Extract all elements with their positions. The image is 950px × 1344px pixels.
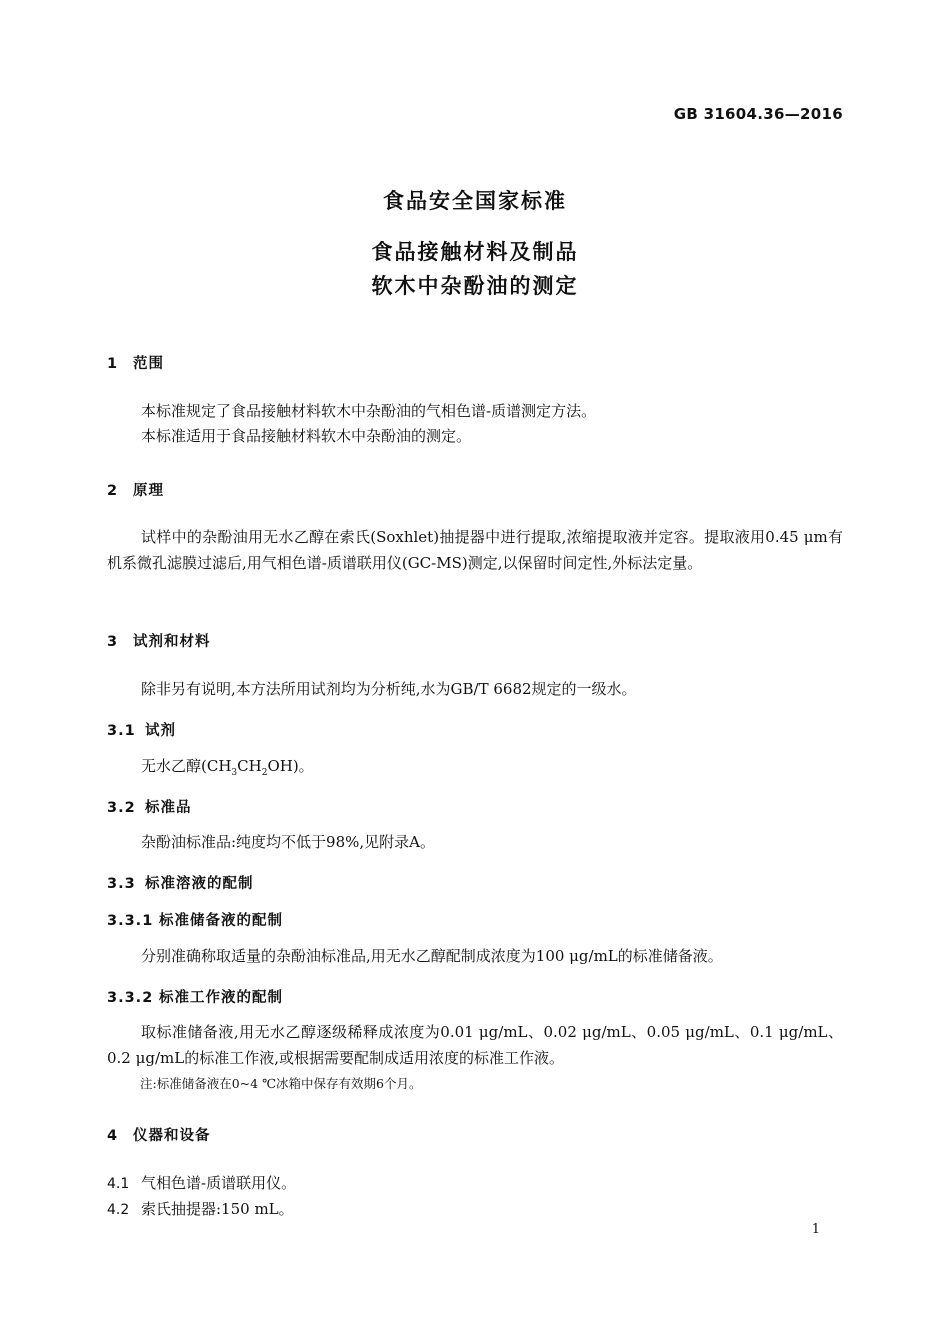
list-item: [107, 1198, 294, 1219]
item-text: 气相色谱-质谱联用仪。: [141, 1174, 297, 1192]
section-1-paragraph-2: 本标准适用于食品接触材料软木中杂酚油的测定。: [141, 427, 472, 445]
section-number: 3.3: [107, 876, 136, 892]
section-3-3-1-paragraph: 分别准确称取适量的杂酚油标准品,用无水乙醇配制成浓度为100 μg/mL的标准储备液。: [141, 947, 723, 965]
section-1-paragraph-1: 本标准规定了食品接触材料软木中杂酚油的气相色谱-质谱测定方法。: [141, 402, 597, 420]
section-4-heading: [107, 1124, 211, 1145]
section-3-3-1-heading: [107, 909, 283, 930]
section-3-2-heading: [107, 796, 192, 817]
section-number: 3.1: [107, 723, 136, 739]
section-title: 原理: [133, 483, 164, 499]
section-2-heading: [107, 479, 164, 500]
document-title-line2: 软木中杂酚油的测定: [371, 274, 579, 298]
section-3-paragraph: 除非另有说明,本方法所用试剂均为分析纯,水为GB/T 6682规定的一级水。: [141, 680, 637, 698]
section-2-paragraph: 试样中的杂酚油用无水乙醇在索氏(Soxhlet)抽提器中进行提取,浓缩提取液并定容。提取液用0.45 μm有机系微孔滤膜过滤后,用气相色谱-质谱联用仪(GC-MS)测定,以保留时间定性,外标法定量。: [107, 528, 843, 572]
item-number: 4.2: [107, 1202, 130, 1218]
section-title: 试剂: [145, 723, 176, 739]
section-3-3-2-heading: [107, 986, 283, 1007]
section-number: 3.3.1: [107, 913, 154, 929]
section-number: 3: [107, 634, 119, 650]
document-title-main: 食品安全国家标准: [383, 189, 567, 213]
section-3-1-heading: [107, 719, 176, 740]
section-3-3-2-paragraph: 取标准储备液,用无水乙醇逐级稀释成浓度为0.01 μg/mL、0.02 μg/mL、0.05 μg/mL、0.1 μg/mL、0.2 μg/mL的标准工作液,或根据需要配制成适用浓度的标准工作液。: [107, 1023, 843, 1067]
section-title: 试剂和材料: [133, 634, 211, 650]
section-number: 3.2: [107, 800, 136, 816]
section-number: 2: [107, 483, 119, 499]
section-1-heading: [107, 352, 164, 373]
section-title: 标准溶液的配制: [145, 876, 254, 892]
section-title: 仪器和设备: [133, 1128, 211, 1144]
document-title-line1: 食品接触材料及制品: [371, 240, 579, 264]
section-title: 标准储备液的配制: [159, 913, 283, 929]
standard-code: GB 31604.36—2016: [673, 105, 843, 123]
item-number: 4.1: [107, 1176, 130, 1192]
section-3-heading: [107, 630, 211, 651]
section-3-3-heading: [107, 872, 254, 893]
section-3-1-paragraph: 无水乙醇$(CH_3CH_2OH)$。: [141, 757, 314, 778]
item-text: 索氏抽提器:150 mL。: [141, 1200, 294, 1218]
section-title: 范围: [133, 356, 164, 372]
page-number: 1: [811, 1222, 820, 1237]
section-number: 4: [107, 1128, 119, 1144]
section-number: 3.3.2: [107, 990, 154, 1006]
section-title: 标准品: [145, 800, 192, 816]
section-3-2-paragraph: 杂酚油标准品:纯度均不低于98%,见附录A。: [141, 833, 435, 851]
list-item: [107, 1172, 296, 1193]
note: 注:标准储备液在0~4 ℃冰箱中保存有效期6个月。: [140, 1076, 422, 1091]
section-title: 标准工作液的配制: [159, 990, 283, 1006]
section-number: 1: [107, 356, 119, 372]
